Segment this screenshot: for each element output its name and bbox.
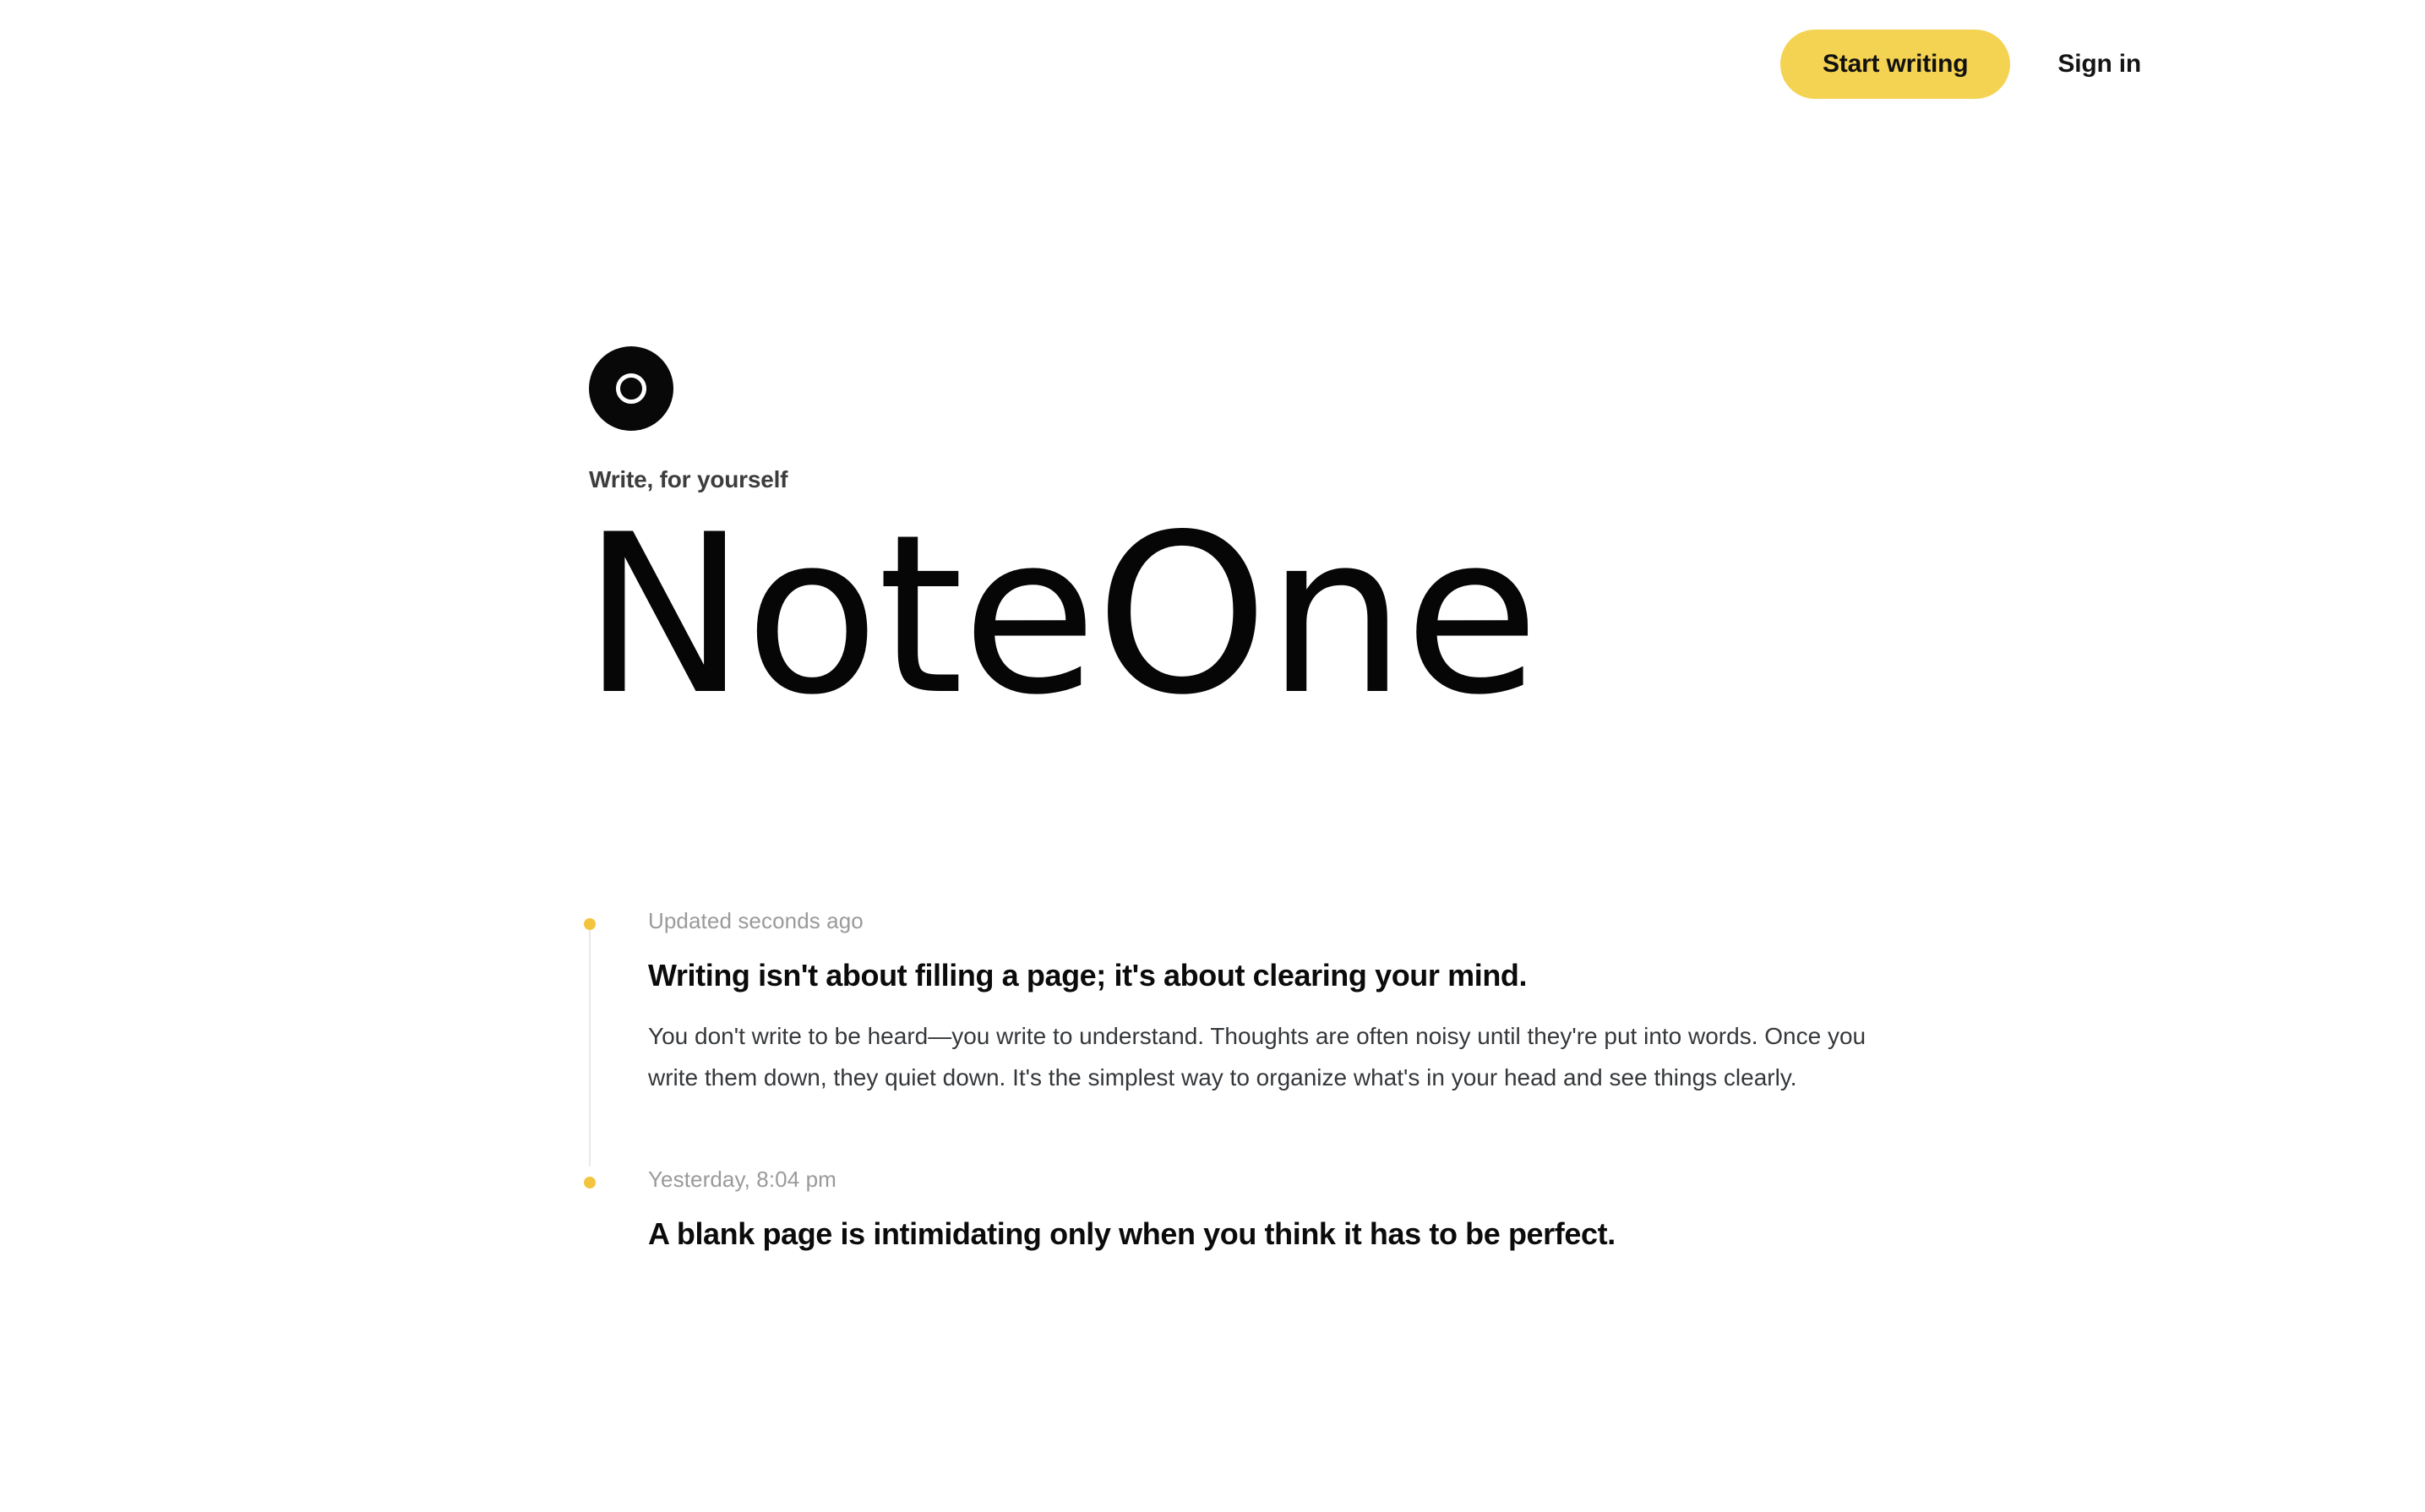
note-timestamp: Updated seconds ago — [648, 908, 864, 933]
hero-tagline: Write, for yourself — [589, 466, 788, 492]
sign-in-button[interactable]: Sign in — [2044, 41, 2155, 87]
list-item[interactable] — [589, 1167, 2042, 1253]
hero-section — [582, 346, 2194, 743]
note-title[interactable]: Writing isn't about filling a page; it's about clearing your mind. — [648, 958, 1528, 993]
timeline-dot-icon — [584, 918, 596, 930]
start-writing-button[interactable]: Start writing — [1780, 30, 2010, 99]
note-body: You don't write to be heard—you write to understand. Thoughts are often noisy until they're put into words. Once you write them down, they quiet down. It's the simplest way to organize what's in your head and see things clearly. — [648, 1023, 1866, 1090]
timeline-dot-icon — [584, 1177, 596, 1188]
top-navigation-bar — [0, 0, 2425, 128]
circle-ring-icon — [589, 346, 673, 431]
list-item[interactable] — [589, 908, 2042, 1167]
note-title[interactable]: A blank page is intimidating only when you think it has to be perfect. — [648, 1216, 1616, 1251]
timeline-rail — [589, 927, 591, 1167]
ring-shape — [616, 373, 646, 404]
notes-timeline — [589, 908, 2042, 1253]
page-title: NoteOne — [582, 488, 1538, 743]
note-timestamp: Yesterday, 8:04 pm — [648, 1166, 836, 1192]
